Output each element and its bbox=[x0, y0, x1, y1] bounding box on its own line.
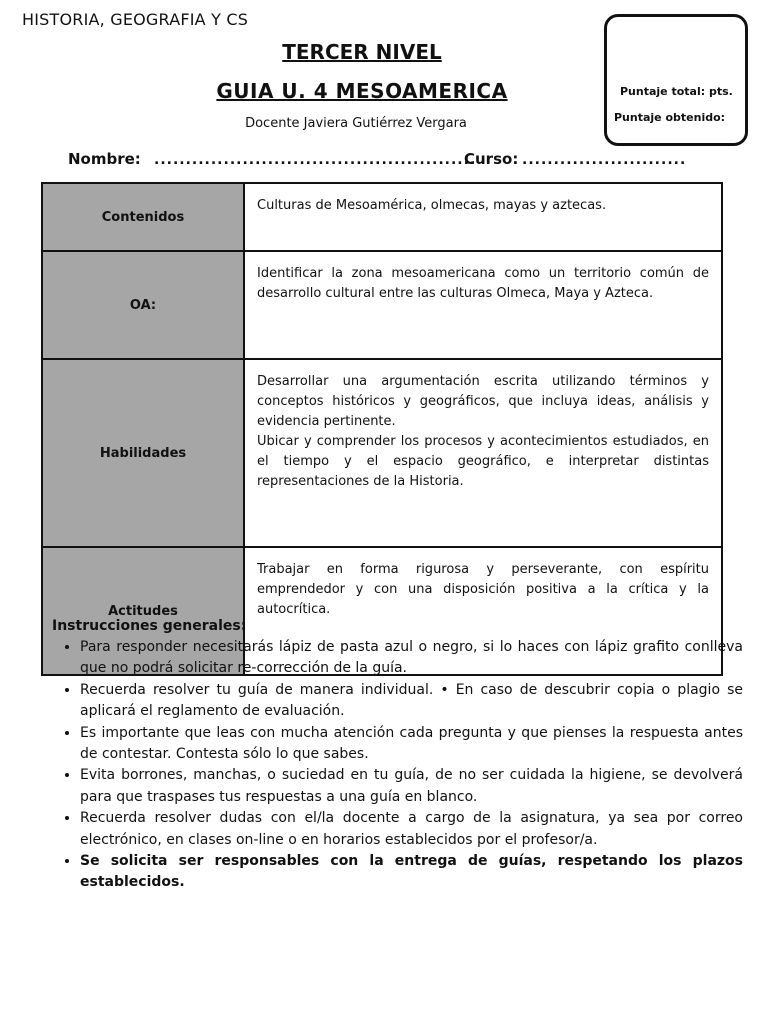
row-content-habilidades bbox=[244, 359, 722, 547]
name-field-line: ................................................... bbox=[154, 152, 477, 168]
list-item: • Evita borrones, manchas, o suciedad en tu guía, de no ser cuidada la higiene, se devolverá para que traspases tus respuestas a una guía en blanco. bbox=[80, 765, 743, 808]
name-label: Nombre: bbox=[68, 150, 141, 168]
list-item: • Para responder necesitarás lápiz de pasta azul o negro, si lo haces con lápiz grafito conlleva que no podrá solicitar re-corrección de la guía. bbox=[80, 637, 743, 680]
content-line: Culturas de Mesoamérica, olmecas, mayas y aztecas. bbox=[257, 198, 607, 213]
title-level: TERCER NIVEL bbox=[282, 40, 442, 64]
row-label-oa: OA: bbox=[42, 251, 244, 359]
content-line: Desarrollar una argumentación escrita utilizando términos y conceptos históricos y geográficos, que incluya ideas, análisis y evidencia pertinente. bbox=[257, 374, 709, 429]
score-obtained-label: Puntaje obtenido: bbox=[614, 111, 726, 124]
title-guide: GUIA U. 4 MESOAMERICA bbox=[216, 79, 508, 103]
content-line: Ubicar y comprender los procesos y acontecimientos estudiados, en el tiempo y el espacio geográfico, e interpretar distintas representaciones de la Historia. bbox=[257, 434, 709, 489]
table-row bbox=[42, 183, 722, 251]
row-content-contenidos bbox=[244, 183, 722, 251]
subject-heading: HISTORIA, GEOGRAFIA Y CS bbox=[22, 10, 249, 29]
teacher-name: Docente Javiera Gutiérrez Vergara bbox=[245, 116, 467, 131]
instructions-list bbox=[60, 637, 743, 894]
table-row bbox=[42, 251, 722, 359]
row-label-habilidades: Habilidades bbox=[42, 359, 244, 547]
content-line: Trabajar en forma rigurosa y perseverante, con espíritu emprendedor y con una disposición positiva a la crítica y la autocrítica. bbox=[257, 562, 709, 617]
score-box bbox=[604, 14, 748, 146]
list-item: • Recuerda resolver dudas con el/la docente a cargo de la asignatura, ya sea por correo electrónico, en clases on-line o en horarios establecidos por el profesor/a. bbox=[80, 808, 743, 851]
list-item: • Recuerda resolver tu guía de manera individual. • En caso de descubrir copia o plagio se aplicará el reglamento de evaluación. bbox=[80, 680, 743, 723]
list-item: • Se solicita ser responsables con la entrega de guías, respetando los plazos establecidos. bbox=[80, 851, 743, 894]
course-field-line: .......................... bbox=[522, 152, 687, 168]
list-item: • Es importante que leas con mucha atención cada pregunta y que pienses la respuesta antes de contestar. Contesta sólo lo que sabes. bbox=[80, 723, 743, 766]
table-row bbox=[42, 359, 722, 547]
row-content-oa bbox=[244, 251, 722, 359]
instructions-title: Instrucciones generales: bbox=[52, 618, 247, 634]
row-label-contenidos: Contenidos bbox=[42, 183, 244, 251]
course-label: Curso: bbox=[464, 150, 519, 168]
curriculum-table bbox=[41, 182, 723, 676]
content-line: Identificar la zona mesoamericana como un territorio común de desarrollo cultural entre las culturas Olmeca, Maya y Azteca. bbox=[257, 266, 709, 301]
score-total-label: Puntaje total: pts. bbox=[620, 85, 733, 98]
row-label-actitudes: Actitudes bbox=[42, 547, 244, 675]
